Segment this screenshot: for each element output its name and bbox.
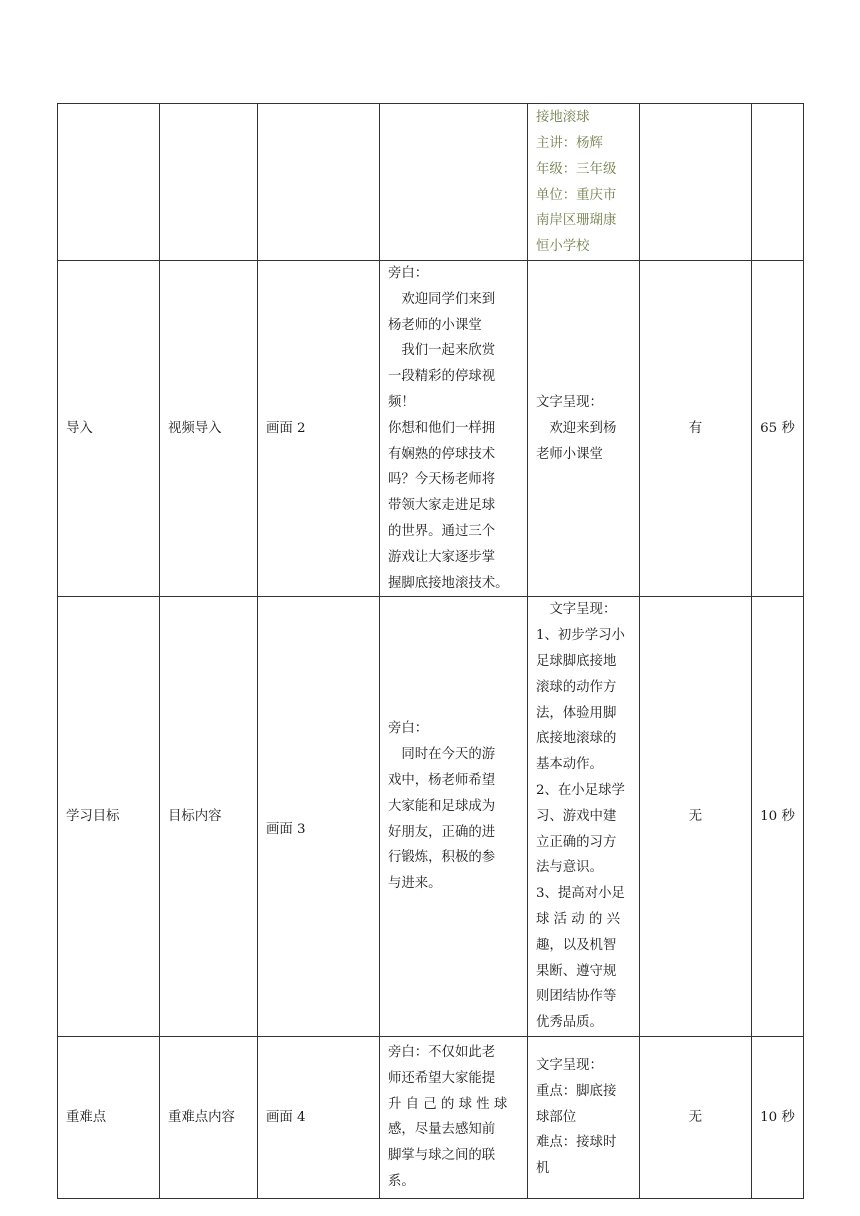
screen-text-line: 习、游戏中建 (536, 808, 617, 824)
screen-text-line: 文字呈现： (549, 602, 617, 618)
section-cell (58, 104, 160, 261)
screen-text-line: 1、初步学习小 (536, 628, 625, 644)
narration-line: 师还希望大家能提 (388, 1070, 496, 1086)
narration-line: 感，尽量去感知前 (388, 1122, 496, 1138)
narration-line: 戏中，杨老师希望 (388, 772, 496, 788)
scene-cell: 画面 2 (258, 261, 380, 597)
narration-line: 你想和他们一样拥 (388, 420, 496, 436)
screen-text-cell (528, 597, 640, 1037)
narration-line: 与进来。 (388, 876, 442, 892)
screen-text-line: 立正确的习方 (536, 834, 617, 850)
narration-line: 系。 (388, 1174, 415, 1189)
screen-text-line: 3、提高对小足 (536, 886, 625, 902)
narration-line: 游戏让大家逐步掌 (388, 549, 496, 565)
scene-cell: 画面 4 (258, 1036, 380, 1198)
duration-cell (752, 104, 804, 261)
narration-line: 旁白： (388, 266, 429, 281)
screen-text-line: 年级：三年级 (536, 161, 617, 177)
screen-text-line: 球 活 动 的 兴 (536, 911, 620, 927)
script-table (57, 103, 804, 1199)
screen-text-line: 果断、遵守规 (536, 963, 617, 979)
duration-cell: 10 秒 (752, 597, 804, 1037)
narration-line: 的世界。通过三个 (388, 523, 496, 539)
screen-text-cell (528, 261, 640, 597)
sound-cell: 有 (640, 261, 752, 597)
table-row (58, 1036, 804, 1198)
screen-text-line: 难点：接球时 (536, 1135, 617, 1151)
screen-text-line: 文字呈现： (536, 1057, 603, 1073)
narration-line: 吗？今天杨老师将 (388, 472, 496, 488)
screen-text-line: 机 (536, 1161, 550, 1177)
duration-cell: 65 秒 (752, 261, 804, 597)
screen-text-line: 滚球的动作方 (536, 679, 617, 695)
section-cell: 学习目标 (58, 597, 160, 1037)
narration-line: 我们一起来欣赏 (401, 343, 496, 359)
screen-text-line: 老师小课堂 (536, 446, 603, 462)
screen-text-line: 接地滚球 (536, 110, 590, 126)
table-row (58, 261, 804, 597)
narration-cell (380, 261, 528, 597)
type-cell: 目标内容 (160, 597, 258, 1037)
screen-text-line: 重点：脚底接 (536, 1083, 617, 1099)
screen-text-line: 足球脚底接地 (536, 653, 617, 669)
narration-line: 旁白： (388, 721, 429, 737)
screen-text-line: 球部位 (536, 1109, 577, 1125)
scene-cell (258, 104, 380, 261)
narration-cell (380, 104, 528, 261)
narration-line: 脚掌与球之间的联 (388, 1148, 496, 1164)
screen-text-line: 单位：重庆市 (536, 187, 617, 203)
sound-cell: 无 (640, 597, 752, 1037)
scene-cell: 画面 3 (258, 597, 380, 1037)
screen-text-line: 南岸区珊瑚康 (536, 213, 617, 229)
sound-cell: 无 (640, 1036, 752, 1198)
narration-line: 好朋友，正确的进 (388, 824, 496, 840)
section-cell: 重难点 (58, 1036, 160, 1198)
screen-text-line: 主讲：杨辉 (536, 135, 603, 151)
narration-line: 一段精彩的停球视 (388, 369, 496, 385)
screen-text-line: 2、在小足球学 (536, 782, 625, 798)
screen-text-line: 则团结协作等 (536, 989, 617, 1005)
screen-text-line: 底接地滚球的 (536, 731, 617, 747)
narration-line: 大家能和足球成为 (388, 798, 496, 814)
screen-text-line: 文字呈现： (536, 394, 603, 410)
narration-line: 升 自 己 的 球 性 球 (388, 1096, 508, 1112)
narration-line: 旁白：不仅如此老 (388, 1045, 496, 1061)
narration-cell (380, 597, 528, 1037)
screen-text-line: 趣，以及机智 (536, 937, 617, 953)
narration-line: 欢迎同学们来到 (401, 291, 496, 307)
screen-text-line: 法，体验用脚 (536, 705, 617, 721)
section-cell: 导入 (58, 261, 160, 597)
screen-text-cell (528, 1036, 640, 1198)
screen-text-line: 优秀品质。 (536, 1015, 603, 1031)
narration-line: 频！ (388, 394, 415, 410)
narration-line: 带领大家走进足球 (388, 498, 496, 514)
narration-line: 杨老师的小课堂 (388, 317, 482, 333)
screen-text-line: 恒小学校 (536, 239, 590, 255)
narration-line: 同时在今天的游 (401, 747, 496, 763)
sound-cell (640, 104, 752, 261)
screen-text-line: 欢迎来到杨 (549, 420, 617, 436)
screen-text-line: 法与意识。 (536, 860, 603, 876)
type-cell: 视频导入 (160, 261, 258, 597)
screen-text-cell (528, 104, 640, 261)
narration-cell (380, 1036, 528, 1198)
narration-line: 有娴熟的停球技术 (388, 446, 496, 462)
table-row (58, 104, 804, 261)
type-cell: 重难点内容 (160, 1036, 258, 1198)
duration-cell: 10 秒 (752, 1036, 804, 1198)
type-cell (160, 104, 258, 261)
narration-line: 行锻炼，积极的参 (388, 850, 496, 866)
narration-line: 握脚底接地滚技术。 (388, 575, 509, 591)
screen-text-line: 基本动作。 (536, 757, 603, 773)
table-row (58, 597, 804, 1037)
